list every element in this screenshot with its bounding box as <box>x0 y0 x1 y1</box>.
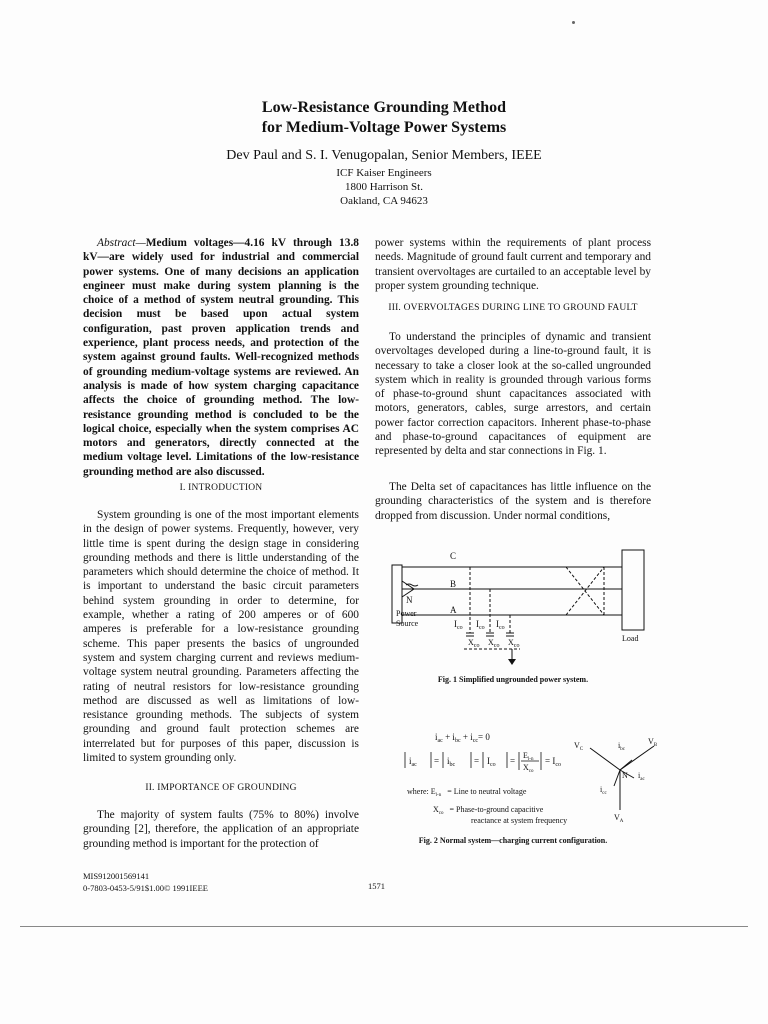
phasor-icc-label: $i_{cc}$ <box>600 785 607 796</box>
footer-id: MIS912001569141 <box>83 871 150 881</box>
affiliation-street: 1800 Harrison St. <box>345 181 423 193</box>
fig2-eq-1: = <box>434 756 440 766</box>
fig2-frac-num: $E_{l-n}$ <box>523 751 534 762</box>
intro-heading: I. INTRODUCTION <box>179 483 263 493</box>
abstract-lead: Abstract— <box>97 237 146 249</box>
importance-text: The majority of system faults (75% to 80%) involve grounding [2], therefore, the application of an appropriate grounding method is important for the protection of <box>83 809 359 850</box>
paper-authors: Dev Paul and S. I. Venugopalan, Senior Members, IEEE <box>226 148 542 163</box>
fig2-abs-iac: $i_{ac}$ <box>409 756 417 768</box>
fig2-phasor-diagram <box>570 730 665 825</box>
right-continuation <box>375 236 651 293</box>
ground-arrow-icon <box>508 659 516 665</box>
fig2-eq-3: = <box>510 756 516 766</box>
fig2-eq-rhs: = $I_{co}$ <box>545 756 561 768</box>
fig2-abs-ibc: $i_{bc}$ <box>447 756 456 768</box>
fig2-xco-def2: reactance at system frequency <box>471 816 568 825</box>
left-column <box>83 236 359 479</box>
bottom-rule <box>20 926 748 927</box>
fig2-frac-den: $X_{co}$ <box>523 763 534 774</box>
fig1-current-3: $I_{co}$ <box>496 619 505 631</box>
scan-speck <box>572 21 575 24</box>
fig1-label-b: B <box>450 579 457 589</box>
importance-heading: II. IMPORTANCE OF GROUNDING <box>145 783 297 793</box>
affiliation-city: Oakland, CA 94623 <box>340 195 428 207</box>
fig1-caption: Fig. 1 Simplified ungrounded power system. <box>437 675 589 684</box>
delta-section <box>375 480 651 523</box>
overvoltage-text: To understand the principles of dynamic and transient overvoltages developed during a line-to-ground fault, it is necessary to take a closer look at the so-called ungrounded system which in reality is grounded through various forms of phase-to-ground shunt capacitances associated with motors, generators, cables, surge arrestors, and certain power factor correction capacitors. Inherent phase-to-phase and phase-to-ground capacitances of equipment are represented by delta and star connections in Fig. 1. <box>375 331 651 458</box>
fig1-reactance-2: $X_{co}$ <box>488 638 500 649</box>
fig1-label-n: N <box>406 595 413 605</box>
intro-section <box>83 508 359 765</box>
fig1-label-power: Power <box>396 609 417 618</box>
footer-copyright: 0-7803-0453-5/91$1.00© 1991IEEE <box>83 883 208 893</box>
fig1-current-1: $I_{co}$ <box>454 619 463 631</box>
fig1-reactance-3: $X_{co}$ <box>508 638 520 649</box>
abstract <box>83 236 359 479</box>
page-number: 1571 <box>368 881 385 891</box>
phasor-ibc <box>620 760 632 770</box>
fig1-label-load: Load <box>622 634 639 643</box>
importance-section <box>83 808 359 851</box>
fig1-reactance-1: $X_{co}$ <box>468 638 480 649</box>
right-continuation-text: power systems within the requirements of plant process needs. Magnitude of ground fault current and temporary and transient overvoltages are curtailed to an acceptable level by proper system grounding technique. <box>375 237 651 292</box>
phasor-ibc-label: $i_{bc}$ <box>618 741 625 752</box>
phasor-icc <box>614 770 620 786</box>
affiliation-org: ICF Kaiser Engineers <box>336 167 432 179</box>
overvoltage-section <box>375 330 651 459</box>
fig1-label-c: C <box>450 551 457 561</box>
paper-title-line2: for Medium-Voltage Power Systems <box>261 119 507 136</box>
fig1-diagram <box>380 545 660 670</box>
phasor-vc-label: $V_C$ <box>574 741 584 752</box>
fig2-xco-def: $X_{co}$ = Phase-to-ground capacitive <box>433 805 544 816</box>
phasor-va-label: $V_A$ <box>614 813 624 824</box>
intro-text: System grounding is one of the most important elements in the design of power systems. Frequently, however, very little time is spent during the design stage in considering grounding methods and there is little understanding of the parameters which should determine the choice of method. It is important to understand the basic circuit parameters behind system grounding in order to determine, for example, whether a rating of 200 amperes or of 600 amperes is preferable for a low-resistance grounding scheme. This paper presents the basics of ungrounded system and system charging current and reviews medium-voltage system neutral grounding. Parameters affecting the rating of neutral resistors for low-resistance grounding method are discussed as well as limitations of low-resistance grounding methods. The subjects of system grounding and ground fault protection schemes are interrelated but for purposes of this paper, discussion is limited to system grounding only. <box>83 509 359 765</box>
fig2-eq-2: = <box>474 756 480 766</box>
fig1-current-2: $I_{co}$ <box>476 619 485 631</box>
phasor-n-label: N <box>622 771 628 780</box>
abstract-text: Medium voltages—4.16 kV through 13.8 kV—are widely used for industrial and commercial power systems. One of many decisions an application engineer must make during system planning is the choice of a method of system neutral grounding. This decision must be based upon actual system configuration, past proven application trends and experience, plant process needs, and protection of the system against ground faults. Well-recognized methods of grounding medium-voltage systems are reviewed. An analysis is made of how system charging capacitance affects the choice of grounding method. The low-resistance grounding method is concluded to be the logical choice, especially when the system comprises AC motors and generators, directly connected at the medium voltage level. Limitations of the low-resistance grounding method are also discussed. <box>83 237 359 478</box>
fig1-label-source: Source <box>396 619 419 628</box>
fig2-abs-ico: $I_{co}$ <box>487 756 496 768</box>
delta-text: The Delta set of capacitances has little influence on the grounding characteristics of the system and is therefore dropped from discussion. Under normal conditions, <box>375 481 651 522</box>
phasor-iac-label: $i_{ac}$ <box>638 771 645 782</box>
fig2-sum-equation: $i_{ac} + i_{bc} + i_{cc}= 0$ <box>435 732 490 744</box>
fig1-label-a: A <box>450 605 457 615</box>
phasor-vb-label: $V_B$ <box>648 737 658 748</box>
fig2-caption: Fig. 2 Normal system—charging current configuration. <box>418 836 608 845</box>
fig2-where: where: $E_{l-n}$ = Line to neutral voltage <box>407 787 527 798</box>
paper-title-line1: Low-Resistance Grounding Method <box>261 99 507 116</box>
phasor-vc <box>590 748 620 770</box>
load-box <box>622 550 644 630</box>
fig2-equations <box>395 720 585 830</box>
overvoltage-heading: III. OVERVOLTAGES DURING LINE TO GROUND FAULT <box>388 303 638 313</box>
